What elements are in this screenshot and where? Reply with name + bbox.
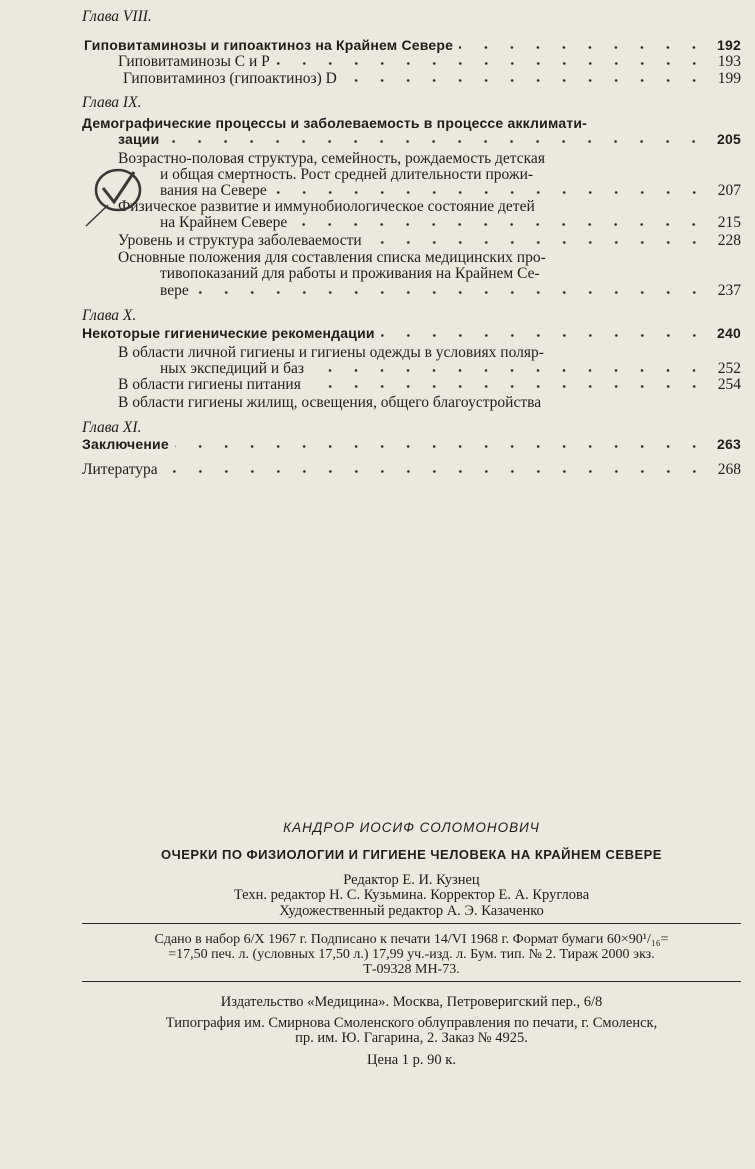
divider [82,923,741,924]
page-number: 240 [717,325,741,341]
imprint-line: =17,50 печ. л. (условных 17,50 л.) 17,99 уч.-изд. л. Бум. тип. № 2. Тираж 2000 экз. [168,947,655,962]
chapter-label: Глава VIII. [82,8,152,25]
toc-title: Уровень и структура заболеваемости [118,232,362,249]
book-title: ОЧЕРКИ ПО ФИЗИОЛОГИИ И ГИГИЕНЕ ЧЕЛОВЕКА НА КРАЙНЕМ СЕВЕРЕ [161,847,662,862]
dot-leader [175,444,707,449]
handwritten-check-mark [78,160,148,230]
editor-credit: Редактор Е. И. Кузнец [343,872,480,888]
toc-title-line: Возрастно-половая структура, семейность, рождаемость детская [118,150,545,167]
toc-title: Гиповитаминоз (гипоактиноз) D [123,70,337,87]
dot-leader [273,190,707,195]
toc-entry [84,37,741,54]
page-number: 254 [717,376,741,393]
toc-title-line: Основные положения для составления списка медицинских про- [118,249,546,266]
printer-line: пр. им. Ю. Гагарина, 2. Заказ № 4925. [295,1030,528,1046]
price-line: Цена 1 р. 90 к. [367,1052,456,1068]
toc-title: вания на Севере [160,182,267,199]
dot-leader [381,333,707,338]
toc-title-line: В области личной гигиены и гигиены одежды в условиях поляр- [118,344,544,361]
toc-title: вере [160,282,189,299]
dot-leader [165,139,707,144]
dot-leader [293,222,707,227]
dot-leader [164,469,707,474]
page-number: 192 [717,37,741,53]
toc-title-line: тивопоказаний для работы и проживания на Крайнем Се- [160,265,540,282]
toc-entry [160,182,741,199]
toc-title-line: Демографические процессы и заболеваемость в процессе акклимати- [82,115,588,131]
toc-entry [160,360,741,377]
page-number: 263 [717,436,741,452]
page-number: 199 [717,70,741,87]
toc-entry [118,131,741,148]
chapter-label: Глава XI. [82,419,142,436]
toc-title: зации [118,131,160,147]
dot-leader [307,384,707,389]
dot-leader [276,61,707,66]
toc-title-line: Физическое развитие и иммунобиологическое состояние детей [118,198,535,215]
imprint-line: Сдано в набор 6/X 1967 г. Подписано к печати 14/VI 1968 г. Формат бумаги 60×90¹/₁₆= [154,932,669,947]
toc-title: Гиповитаминозы С и Р [118,53,270,70]
dot-leader [459,45,707,50]
toc-entry [160,214,741,231]
toc-entry [82,461,741,478]
chapter-label: Глава X. [82,307,137,324]
page-number: 252 [717,360,741,377]
toc-title: на Крайнем Севере [160,214,288,231]
toc-title: Некоторые гигиенические рекомендации [82,325,375,341]
toc-title: Заключение [82,436,169,452]
page-number: 228 [717,232,741,249]
chapter-label: Глава IX. [82,94,142,111]
page-number: 268 [717,461,741,478]
toc-title: ных экспедиций и баз [160,360,304,377]
imprint-line: Т-09328 МН-73. [363,962,460,977]
author-name: КАНДРОР ИОСИФ СОЛОМОНОВИЧ [283,820,540,835]
page-number: 207 [717,182,741,199]
page-number: 237 [717,282,741,299]
toc-title: Литература [82,461,158,478]
toc-entry [118,376,741,393]
dot-leader [310,368,707,373]
page-number: 205 [717,131,741,147]
publisher-line: Издательство «Медицина». Москва, Петроверигский пер., 6/8 [220,994,603,1010]
printer-line: Типография им. Смирнова Смоленского облуправления по печати, г. Смоленск, [165,1015,658,1031]
dot-leader [195,290,707,295]
art-editor-credit: Художественный редактор А. Э. Казаченко [279,903,544,919]
dot-leader [368,240,707,245]
toc-entry [82,436,741,453]
toc-entry [118,232,741,249]
toc-entry [118,53,741,70]
toc-entry [82,325,741,342]
tech-editor-credit: Техн. редактор Н. С. Кузьмина. Корректор Е. А. Круглова [233,887,590,903]
toc-title-line: В области гигиены жилищ, освещения, общего благоустройства [118,394,542,411]
toc-title: Гиповитаминозы и гипоактиноз на Крайнем Севере [84,37,454,53]
toc-title-line: и общая смертность. Рост средней длительности прожи- [160,166,534,183]
toc-title: В области гигиены питания [118,376,301,393]
dot-leader [343,78,707,83]
toc-entry [123,70,741,87]
page-number: 215 [717,214,741,231]
toc-entry [160,282,741,299]
page-number: 193 [717,53,741,70]
divider [82,981,741,982]
